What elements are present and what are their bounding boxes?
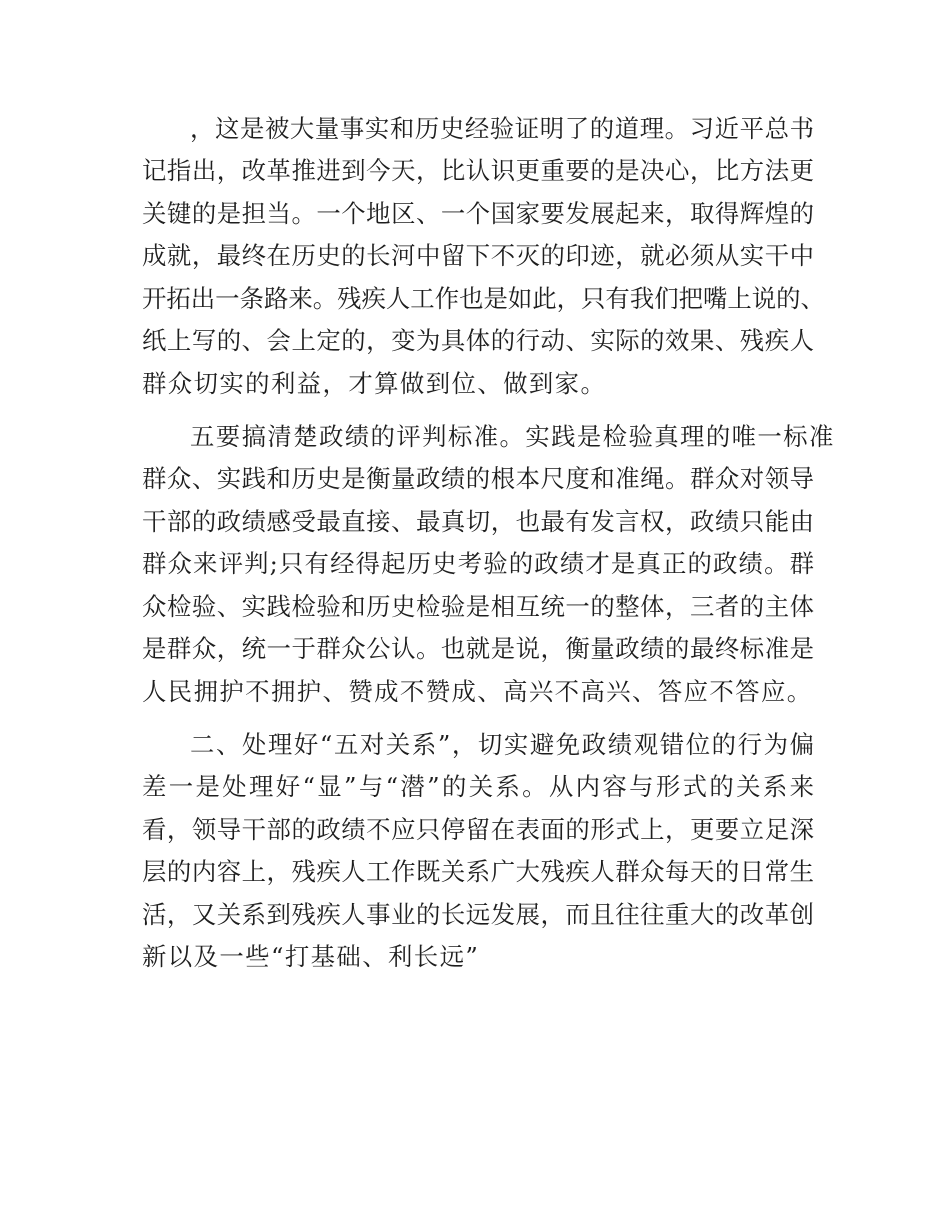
text-line: 群众、实践和历史是衡量政绩的根本尺度和准绳。群众对领导 bbox=[142, 464, 814, 493]
text-line: ，这是被大量事实和历史经验证明了的道理。习近平总书 bbox=[190, 114, 814, 143]
text-line: 差一是处理好“显”与“潜”的关系。从内容与形式的关系来 bbox=[142, 772, 814, 801]
text-line: 新以及一些“打基础、利长远” bbox=[142, 942, 480, 971]
text-line: 层的内容上，残疾人工作既关系广大残疾人群众每天的日常生 bbox=[142, 857, 814, 886]
text-line: 记指出，改革推进到今天，比认识更重要的是决心，比方法更 bbox=[142, 156, 814, 185]
text-line: 纸上写的、会上定的，变为具体的行动、实际的效果、残疾人 bbox=[142, 326, 814, 355]
text-line: 群众切实的利益，才算做到位、做到家。 bbox=[142, 369, 607, 398]
text-line: 干部的政绩感受最直接、最真切，也最有发言权，政绩只能由 bbox=[142, 507, 814, 536]
text-line: 二、处理好“五对关系”，切实避免政绩观错位的行为偏 bbox=[190, 730, 814, 759]
text-line: 五要搞清楚政绩的评判标准。实践是检验真理的唯一标准 bbox=[190, 422, 835, 451]
text-line: 是群众，统一于群众公认。也就是说，衡量政绩的最终标准是 bbox=[142, 634, 814, 663]
text-line: 成就，最终在历史的长河中留下不灭的印迹，就必须从实干中 bbox=[142, 241, 814, 270]
text-line: 群众来评判;只有经得起历史考验的政绩才是真正的政绩。群 bbox=[142, 549, 814, 578]
text-line: 开拓出一条路来。残疾人工作也是如此，只有我们把嘴上说的、 bbox=[142, 284, 825, 313]
text-line: 人民拥护不拥护、赞成不赞成、高兴不高兴、答应不答应。 bbox=[142, 677, 813, 706]
text-line: 活，又关系到残疾人事业的长远发展，而且往往重大的改革创 bbox=[142, 900, 814, 929]
text-line: 看，领导干部的政绩不应只停留在表面的形式上，更要立足深 bbox=[142, 815, 814, 844]
text-line: 关键的是担当。一个地区、一个国家要发展起来，取得辉煌的 bbox=[142, 199, 814, 228]
text-line: 众检验、实践检验和历史检验是相互统一的整体，三者的主体 bbox=[142, 592, 814, 621]
